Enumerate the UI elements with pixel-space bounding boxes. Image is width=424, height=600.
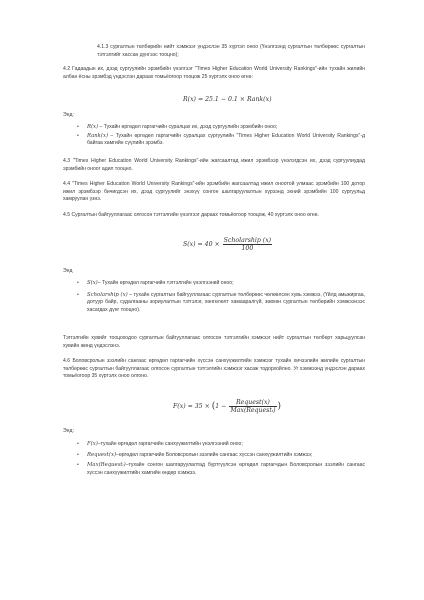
definition-text: – Тухайн өргөдөл гаргагчийн суралцах их, дээд сургуулийн эрэмбийн оноо;: [98, 124, 278, 130]
equation-lhs: S(x) = 40 ×: [183, 241, 220, 248]
paragraph-4-6: 4.6 Боловсролын зээлийн сангаас өргөдөл гаргагчийн хүссэн санхүүжилтийн хэмжээг тухайн хичээлийн жилийн сургалтын төлбөрөөс сургалтын байгууллагаас олгосон сургалтын тэтгэлгийн хэмжээг хасаж тодорхойлно. Уг хэмжээнд үндэслэн дараах томьёогоор 35 хүртэлх оноо олгоно.: [63, 358, 365, 380]
definition-item: [77, 133, 365, 148]
equation-fraction: [229, 399, 276, 414]
definition-item: [77, 452, 365, 460]
definition-list-2: [77, 280, 365, 316]
equation-funding-score: [173, 399, 281, 414]
definition-list-3: [77, 441, 365, 479]
definition-item: [77, 441, 365, 449]
fraction-numerator: Scholarship (x): [223, 237, 272, 244]
paren-open: (: [211, 401, 216, 412]
definition-text: – тухайн сургалтын байгууллагаас сургалтын төлбөрөөс чөлөөлсөн хувь хэмжээ, (Үйлд амьжиргаа, дотуур байр, судалгааны зориулалтын тэтгэлэг, хөнгөлөлт хамааралгүй, зөвхөн сургалтын төлбөрийн хэмжээнээс хасагдах дүнг тооцно).: [87, 291, 365, 314]
equation-scholarship-score: [183, 237, 273, 252]
definition-text: – Тухайн өргөдөл гаргагчийн суралцах сургуулийн "Times Higher Education World University Rankings"-д байгаа хамгийн сүүлийн эрэмбэ.: [87, 132, 365, 147]
paragraph-4-4: 4.4 "Times Higher Education World University Rankings"-ийн эрэмбийн жагсаалтад ижил оноотой улмаас эрэмбийн 100 дотор ижил эрэмбээр бичигдсэн их, дээд сургуулийг энэхүү сонгон шалгаруулалтын хүрээнд эхний эрэмбийн 100 сургуульд хамруулан үзнэ.: [63, 181, 365, 203]
fraction-denominator: Max(Requestᵢ): [230, 407, 276, 414]
paragraph-4-1-3: 4.1.3 сургалтын төлбөрийн нийт хэмжээг үндэслэн 35 хүртэл оноо (Үнэлгээнд сургалтын төлбөрөөс сургалтын тэтгэлгийг хассан дүнгээс тооцно);: [97, 44, 365, 58]
definition-list-1: [77, 124, 365, 149]
equation-lhs: F(x) = 35 ×: [173, 403, 210, 410]
where-label-3: Энд:: [63, 428, 74, 434]
fraction-numerator: Request(x): [229, 399, 276, 407]
definition-text: –тухайн өргөдөл гаргагчийн санхүүжилтийн үнэлгээний оноо;: [97, 441, 243, 447]
paragraph-4-3: 4.3 "Times Higher Education World University Rankings"-ийн жагсаалтад ижил эрэмбээр үнэлэгдсэн их, дээд сургуулиудад эрэмбийн оноог адил тооцно.: [63, 158, 365, 172]
math-symbol: Request(x): [87, 451, 117, 458]
where-label-1: Энд:: [63, 112, 74, 118]
definition-text: –тухайн сонгон шалгаруулалтад бүртгүүлсэн өргөдөл гаргагчдын Боловсролын зээлийн сангаас хүссэн санхүүжилтийн хамгийн өндөр хэмжээ.: [87, 462, 365, 477]
equation-fraction: [223, 237, 272, 252]
math-symbol: Max(Requestᵢ): [87, 462, 126, 469]
paren-close: ): [277, 401, 282, 412]
paragraph-scholarship-note: Тэтгэлгийн хувийг тооцоходоо сургалтын байгууллагаас олгосон тэтгэлгийн хэмжээг нийт сургалтын төлбөрт харьцуулсан хувийн жинд үндэслэнэ.: [63, 335, 365, 349]
definition-item: [77, 280, 365, 288]
paragraph-4-5: 4.5 Сургалтын байгууллагаас олгосон тэтгэлгийн үнэлгээг дараах томьёогоор тооцож, 40 хүртэлх оноо өгнө.: [63, 212, 319, 218]
math-symbol: F(x): [87, 441, 98, 447]
paragraph-4-2: 4.2 Гадаадын их, дээд сургуулийн эрэмбийн үнэлгээг "Times Higher Education World University Rankings"-ийн тухайн жилийн албан ёсны эрэмбэд үндэслэн дараах томьёогоор тооцож 25 хүртэлх оноо өгнө:: [63, 66, 365, 80]
equation-one-minus: 1 −: [215, 403, 227, 410]
where-label-2: Энд: [63, 268, 73, 274]
equation-rank-score: R(x) = 25.1 − 0.1 × Rank(x): [183, 96, 272, 103]
definition-text: – Тухайн өргөдөл гаргагчийн тэтгэлгийн үнэлгээний оноо;: [97, 280, 234, 286]
math-symbol: Scholarship (x): [87, 291, 128, 298]
math-symbol: R(x): [87, 124, 99, 130]
math-symbol: Rank(x): [87, 132, 109, 139]
definition-text: –өргөдөл гаргагчийн Боловсролын зээлийн сангаас хүссэн санхүүжилтийн хэмжээ;: [116, 451, 313, 458]
math-symbol: S(x): [87, 280, 98, 286]
definition-item: [77, 462, 365, 477]
fraction-denominator: 100: [241, 245, 254, 252]
definition-item: [77, 124, 365, 132]
definition-item: [77, 292, 365, 315]
